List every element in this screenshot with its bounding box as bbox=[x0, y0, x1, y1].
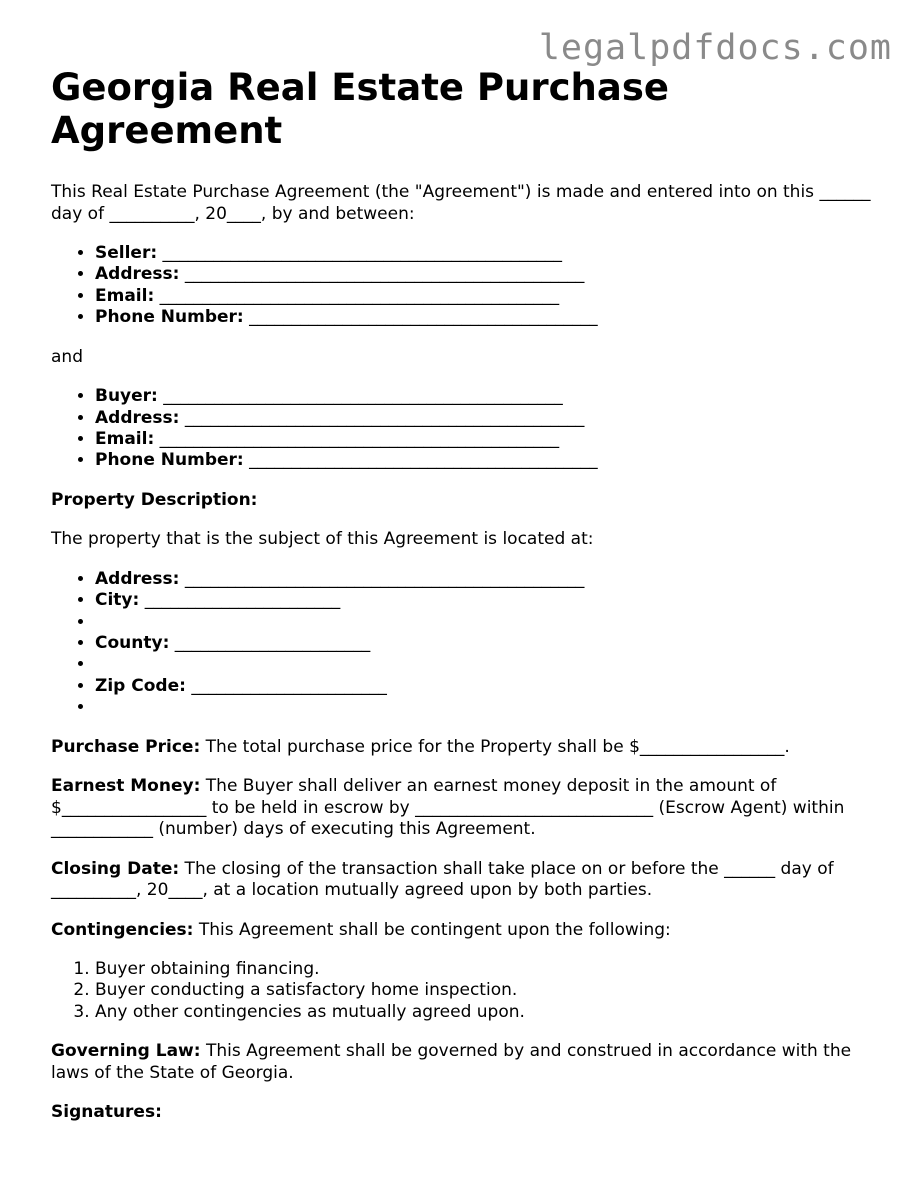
list-item: 2. Buyer conducting a satisfactory home inspection. bbox=[95, 980, 871, 1001]
and-text: and bbox=[51, 346, 83, 367]
list-item-empty bbox=[95, 697, 871, 718]
intro-paragraph: This Real Estate Purchase Agreement (the "Agreement") is made and entered into on this ______ day of __________, 20____, by and between: bbox=[51, 182, 871, 224]
field-label: County: bbox=[95, 632, 170, 653]
blank-line: _________________________________________ bbox=[249, 450, 598, 471]
section-text: The Buyer shall deliver an earnest money deposit in the amount of $_________________ to be held in escrow by ____________________________ (Escrow Agent) within ____________ (number) days of executing this Agreement. bbox=[51, 776, 845, 840]
field-label: City: bbox=[95, 590, 140, 611]
field-label: Email: bbox=[95, 285, 155, 306]
field-label: Buyer: bbox=[95, 386, 158, 407]
field-label: Email: bbox=[95, 428, 155, 449]
seller-list bbox=[51, 243, 871, 329]
document-page bbox=[51, 66, 871, 1124]
section-text: The closing of the transaction shall take place on or before the ______ day of __________, 20____, at a location mutually agreed upon by both parties. bbox=[51, 858, 834, 901]
list-item bbox=[95, 386, 871, 407]
list-item bbox=[95, 676, 871, 697]
list-item bbox=[95, 429, 871, 450]
section-label: Purchase Price: bbox=[51, 736, 201, 757]
blank-line: _______________________ bbox=[144, 590, 341, 611]
property-heading: Property Description: bbox=[51, 489, 258, 510]
field-label: Address: bbox=[95, 264, 180, 285]
contingencies-list bbox=[51, 959, 871, 1023]
blank-line: _______________________________________________ bbox=[159, 428, 560, 449]
section-text: The total purchase price for the Property shall be $_________________. bbox=[200, 736, 790, 757]
list-item-empty bbox=[95, 612, 871, 633]
signatures-heading: Signatures: bbox=[51, 1102, 162, 1123]
list-item bbox=[95, 569, 871, 590]
list-item bbox=[95, 286, 871, 307]
list-item bbox=[95, 450, 871, 471]
property-list bbox=[51, 569, 871, 719]
section-label: Earnest Money: bbox=[51, 776, 201, 797]
closing-date-paragraph bbox=[51, 859, 871, 902]
buyer-list bbox=[51, 386, 871, 472]
blank-line: _______________________________________________ bbox=[184, 407, 585, 428]
list-item bbox=[95, 590, 871, 611]
blank-line: _______________________________________________ bbox=[159, 285, 560, 306]
blank-line: _________________________________________ bbox=[249, 307, 598, 328]
section-text: This Agreement shall be governed by and construed in accordance with the laws of the State of Georgia. bbox=[51, 1041, 852, 1083]
list-item bbox=[95, 408, 871, 429]
section-label: Contingencies: bbox=[51, 919, 194, 940]
governing-law-paragraph bbox=[51, 1041, 871, 1084]
page-title: Georgia Real Estate Purchase Agreement bbox=[51, 66, 669, 152]
blank-line: _______________________ bbox=[191, 675, 387, 696]
contingencies-paragraph bbox=[51, 920, 871, 942]
field-label: Address: bbox=[95, 407, 180, 428]
section-label: Closing Date: bbox=[51, 858, 180, 879]
blank-line: _______________________________________________ bbox=[163, 386, 563, 407]
watermark: legalpdfdocs.com bbox=[538, 28, 892, 68]
blank-line: _______________________________________________ bbox=[184, 568, 585, 589]
purchase-price-paragraph bbox=[51, 737, 871, 759]
section-text: This Agreement shall be contingent upon the following: bbox=[193, 919, 671, 940]
field-label: Phone Number: bbox=[95, 450, 244, 471]
list-item-empty bbox=[95, 654, 871, 675]
list-item: 1. Buyer obtaining financing. bbox=[95, 959, 871, 980]
list-item bbox=[95, 633, 871, 654]
blank-line: _______________________________________________ bbox=[162, 243, 563, 263]
list-item bbox=[95, 243, 871, 264]
property-text: The property that is the subject of this Agreement is located at: bbox=[51, 529, 594, 550]
blank-line: _______________________________________________ bbox=[184, 264, 585, 285]
field-label: Zip Code: bbox=[95, 675, 186, 696]
field-label: Seller: bbox=[95, 243, 158, 263]
list-item: 3. Any other contingencies as mutually agreed upon. bbox=[95, 1002, 871, 1023]
field-label: Phone Number: bbox=[95, 307, 244, 328]
section-label: Governing Law: bbox=[51, 1041, 201, 1062]
list-item bbox=[95, 264, 871, 285]
field-label: Address: bbox=[95, 568, 180, 589]
earnest-money-paragraph bbox=[51, 776, 871, 841]
blank-line: _______________________ bbox=[174, 632, 371, 653]
list-item bbox=[95, 307, 871, 328]
